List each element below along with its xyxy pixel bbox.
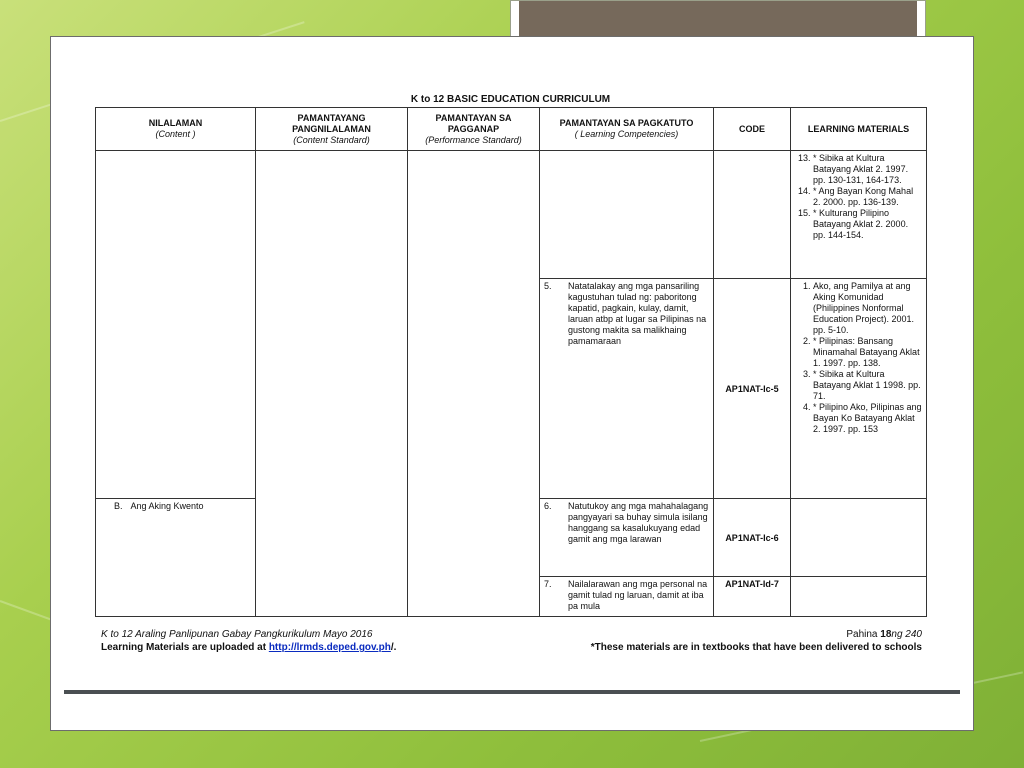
content-cell	[96, 151, 256, 499]
table-row	[96, 151, 927, 279]
materials-cell	[791, 577, 927, 617]
header-performance-standard: PAMANTAYAN SA PAGGANAP (Performance Standard)	[408, 108, 540, 151]
competency-cell	[540, 499, 714, 577]
header-code: CODE	[714, 108, 791, 151]
code-cell: AP1NAT-Ic-5	[714, 279, 791, 499]
content-letter: B.	[114, 501, 123, 511]
content-standard-cell	[256, 151, 408, 617]
competency-cell	[540, 577, 714, 617]
header-content: NILALAMAN (Content )	[96, 108, 256, 151]
content-text: Ang Aking Kwento	[130, 501, 204, 511]
table-header-row	[96, 108, 927, 151]
header-content-standard: PAMANTAYANG PANGNILALAMAN (Content Standard)	[256, 108, 408, 151]
textbook-note: *These materials are in textbooks that have been delivered to schools	[590, 642, 922, 653]
material-item: 3. * Sibika at Kultura Batayang Aklat 1 1998. pp. 71.	[813, 369, 922, 402]
competency-text: Nailalarawan ang mga personal na gamit tulad ng laruan, damit at iba pa mula	[568, 579, 708, 611]
code-cell: AP1NAT-Id-7	[714, 577, 791, 617]
guide-name: K to 12 Araling Panlipunan Gabay Pangkurikulum Mayo 2016	[101, 629, 373, 640]
footer-right	[540, 628, 922, 654]
materials-cell	[791, 279, 927, 499]
performance-standard-cell	[408, 151, 540, 617]
material-item: 13. * Sibika at Kultura Batayang Aklat 2. 1997. pp. 130-131, 164-173.	[813, 153, 922, 186]
page-indicator: Pahina 18ng 240	[846, 629, 922, 640]
bottom-divider	[64, 690, 960, 694]
code-cell	[714, 151, 791, 279]
competency-cell	[540, 279, 714, 499]
competency-cell	[540, 151, 714, 279]
footer-left	[101, 628, 396, 654]
materials-cell	[791, 151, 927, 279]
lrmds-link[interactable]: http://lrmds.deped.gov.ph	[268, 642, 391, 653]
material-item: 1. Ako, ang Pamilya at ang Aking Komunidad (Philippines Nonformal Education Project). 2001. pp. 5-10.	[813, 281, 922, 336]
material-item: 4. * Pilipino Ako, Pilipinas ang Bayan Ko Batayang Aklat 2. 1997. pp. 153	[813, 402, 922, 435]
competency-number: 7.	[544, 579, 552, 589]
curriculum-table	[95, 107, 927, 617]
upload-note: Learning Materials are uploaded at http://lrmds.deped.gov.ph/.	[101, 642, 397, 653]
competency-text: Natutukoy ang mga mahahalagang pangyayari sa buhay simula isilang hanggang sa kasalukuyang edad gamit ang mga larawan	[568, 501, 709, 544]
material-item: 2. * Pilipinas: Bansang Minamahal Batayang Aklat 1. 1997. pp. 138.	[813, 336, 922, 369]
competency-number: 6.	[544, 501, 552, 511]
competency-number: 5.	[544, 281, 552, 291]
code-cell: AP1NAT-Ic-6	[714, 499, 791, 577]
materials-cell	[791, 499, 927, 577]
competency-text: Natatalakay ang mga pansariling kagustuhan tulad ng: paboritong kapatid, pagkain, kulay, damit, laruan atbp at lugar sa Pilipinas na gustong makita sa malikhaing pamamaraan	[568, 281, 707, 346]
material-item: 15. * Kulturang Pilipino Batayang Aklat 2. 2000. pp. 144-154.	[813, 208, 922, 241]
content-cell	[96, 499, 256, 617]
header-learning-materials: LEARNING MATERIALS	[791, 108, 927, 151]
material-item: 14. * Ang Bayan Kong Mahal 2. 2000. pp. 136-139.	[813, 186, 922, 208]
document-title: K to 12 BASIC EDUCATION CURRICULUM	[410, 94, 611, 105]
header-learning-competencies: PAMANTAYAN SA PAGKATUTO ( Learning Competencies)	[540, 108, 714, 151]
